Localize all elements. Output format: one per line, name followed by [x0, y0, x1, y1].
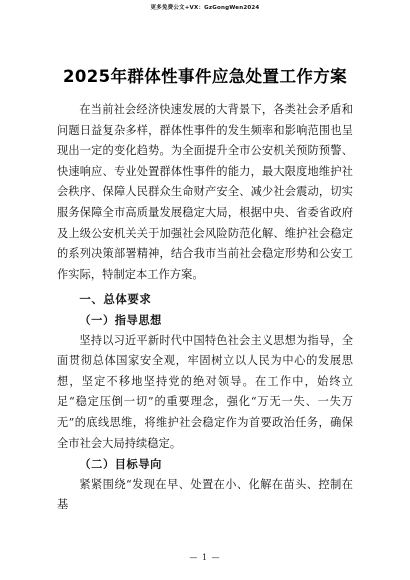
- document-title: 2025年群体性事件应急处置工作方案: [62, 67, 348, 86]
- intro-paragraph: 在当前社会经济快速发展的大背景下，各类社会矛盾和问题日益复杂多样，群体性事件的发生频率和影响范围也呈现出一定的变化趋势。为全面提升全市公安机关预防预警、快速响应、专业处置群体性事件的能力，最大限度地维护社会秩序、保障人民群众生命财产安全、减少社会震动，切实服务保障全市高质量发展稳定大局，根据中央、省委省政府及上级公安机关关于加强社会风险防范化解、维护社会稳定的系列决策部署精神，结合我市当前社会稳定形势和公安工作实际，特制定本工作方案。: [57, 103, 353, 281]
- goal-orientation-paragraph: 紧紧围绕“发现在早、处置在小、化解在苗头、控制在基: [57, 477, 353, 512]
- guiding-ideology-paragraph: 坚持以习近平新时代中国特色社会主义思想为指导，全面贯彻总体国家安全观，牢固树立以人民为中心的发展思想，坚定不移地坚持党的绝对领导。在工作中，始终立足“稳定压倒一切”的重要理念，强化“万无一失、一失万无”的底线思维，将维护社会稳定作为首要政治任务，确保全市社会大局持续稳定。: [57, 333, 353, 450]
- document-body: [57, 100, 353, 516]
- subsection-heading-guiding-ideology: （一）指导思想: [79, 312, 162, 327]
- page-number: — 1 —: [189, 553, 221, 562]
- subsection-heading-goal-orientation: （二）目标导向: [79, 457, 162, 472]
- section-heading-general-requirements: 一、总体要求: [79, 292, 152, 307]
- header-promo-text: 更多免费公文+VX：GzGongWen2024: [150, 5, 260, 11]
